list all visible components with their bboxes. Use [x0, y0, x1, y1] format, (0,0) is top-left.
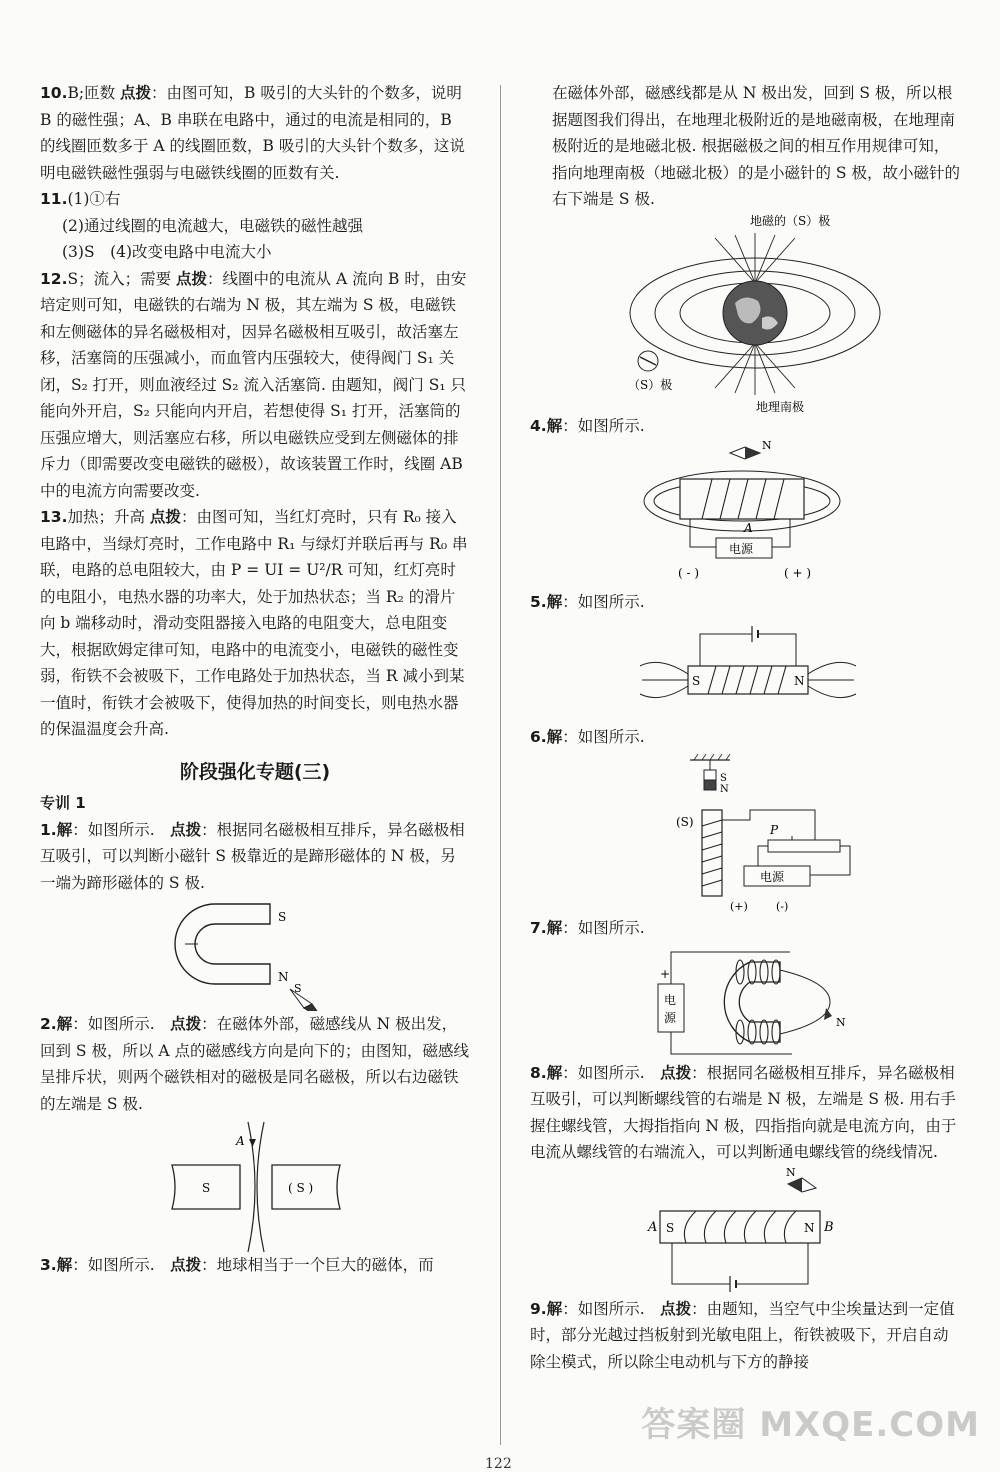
figure-solenoid-4 [530, 439, 960, 589]
point-a-label: A [236, 1134, 245, 1148]
special-answer-5: 5.解：如图所示. [530, 593, 645, 611]
fig8-s-label: S [666, 1220, 675, 1235]
figure-horseshoe-magnet [40, 896, 470, 1011]
answer-11: 11.(1)①右 (2)通过线圈的电流越大，电磁铁的磁性越强 (3)S (4)改变电路中电流大小 [40, 190, 363, 261]
section-title: 阶段强化专题(三) [179, 760, 331, 783]
answer-10: 10.B;匝数 点拨：由图可知，B 吸引的大头针的个数多，说明 B 的磁性强；A、B 串联在电路中，通过的电流是相同的，B 的线圈匝数多于 A 的线圈匝数，B 吸引的大头针个数多，这说明电磁铁磁性强弱与电磁铁线圈的匝数有关. [40, 84, 465, 182]
special-answer-8: 8.解：如图所示. 点拨：根据同名磁极相互排斥，异名磁极相互吸引，可以判断螺线管的右端是 N 极，左端是 S 极. 用右手握住螺线管，大拇指指向 N 极，四指指向就是电流方向，由于电流从螺线管的右端流入，可以判断通电螺线管的绕线情况. [530, 1063, 957, 1161]
answer-13: 13.加热；升高 点拨：由图可知，当红灯亮时，只有 R₀ 接入电路中，当绿灯亮时，工作电路中 R₁ 与绿灯并联后再与 R₀ 串联，电路的总电阻较大，由 P = UI = U²/R 可知，红灯亮时的电阻小，电热水器的功率大，处于加热状态；当 R₂ 的滑片向 b 端移动时，滑动变阻器接入电路的电阻变大，总电阻变大，根据欧姆定律可知，电路中的电流变小，电磁铁的磁性变弱，衔铁不会被吸下，工作电路处于加热状态，当 R 减小到某一值时，衔铁才会被吸下，使得加热的时间变长，则电热水器的保温温度会升高. [40, 508, 468, 738]
earth-field-diagram [530, 213, 960, 413]
special-answer-6: 6.解：如图所示. [530, 727, 645, 746]
fig4-plus-label: ( + ) [784, 566, 812, 580]
fig6-needle-n: N [720, 784, 729, 795]
fig6-p-label: P [770, 823, 779, 837]
fig4-power-label: 电源 [729, 542, 754, 556]
special-answer-1: 1.解：如图所示. 点拨：根据同名磁极相互排斥，异名磁极相互吸引，可以判断小磁针 S 极靠近的是蹄形磁体的 N 极，另一端为蹄形磁体的 S 极. [40, 820, 465, 892]
magnet-n-label: N [278, 970, 289, 984]
geomagnetic-s-label: 地磁的（S）极 [750, 213, 831, 228]
fig5-s-label: S [692, 673, 701, 688]
special-answer-4: 4.解：如图所示. [530, 416, 645, 435]
fig7-power-char-2: 源 [664, 1010, 677, 1025]
fig7-needle-n: N [836, 1015, 846, 1029]
watermark-logo: 答案圈 MXQE.COM [641, 1405, 980, 1445]
figure-two-magnets [40, 1117, 470, 1252]
fig8-needle-n: N [786, 1165, 796, 1179]
fig7-plus-label: + [660, 966, 671, 981]
two-magnets-diagram [40, 1117, 470, 1252]
needle-s-label: S [294, 982, 302, 995]
column-divider [500, 85, 501, 1445]
figure-solenoid-8 [530, 1166, 960, 1296]
special-answer-2: 2.解：如图所示. 点拨：在磁体外部，磁感线从 N 极出发，回到 S 极，所以 A 点的磁感线方向是向下的；由图知，磁感线呈排斥状，则两个磁铁相对的磁极是同名磁极，所以右边磁铁的左端是 S 极. [40, 1015, 470, 1113]
geo-south-pole-label: 地理南极 [756, 399, 805, 413]
fig7-power-char-1: 电 [664, 992, 677, 1007]
fig4-minus-label: ( - ) [678, 566, 700, 580]
figure-earth-magnetic-field [530, 213, 960, 413]
fig6-minus-label: (-) [776, 900, 789, 913]
fig5-n-label: N [794, 673, 805, 688]
fig8-a-label: A [648, 1219, 658, 1235]
fig8-b-label: B [824, 1219, 834, 1235]
fig4-needle-n: N [762, 439, 772, 452]
right-column [530, 80, 960, 1375]
answer-3-continued: 在磁体外部，磁感线都是从 N 极出发，回到 S 极，所以根据题图我们得出，在地理北极附近的是地磁南极，在地理南极附近的是地磁北极. 根据磁极之间的相互作用规律可知，指向地理南极（地磁北极）的是小磁针的 S 极，故小磁针的右下端是 S 极. [552, 84, 960, 208]
fig8-n-label: N [804, 1220, 815, 1235]
solenoid-5-diagram [530, 616, 960, 724]
special-training-label: 专训 1 [40, 793, 86, 812]
fig6-plus-label: (+) [730, 900, 748, 913]
answer-12: 12.S；流入；需要 点拨：线圈中的电流从 A 流向 B 时，由安培定则可知，电磁铁的右端为 N 极，其左端为 S 极，电磁铁和左侧磁体的异名磁极相对，因异名磁极相互吸引，故活塞左移，活塞筒的压强减小，而血管内压强较大，使得阀门 S₁ 关闭，S₂ 打开，则血液经过 S₂ 流入活塞筒. 由题知，阀门 S₁ 只能向外开启，S₂ 只能向内开启，若想使得 S₁ 打开，活塞筒的压强应增大，则活塞应右移，所以电磁铁应受到左侧磁体的排斥力（即需要改变电磁铁的磁极），故该装置工作时，线圈 AB 中的电流方向需要改变. [40, 269, 467, 500]
solenoid-8-diagram [530, 1166, 960, 1296]
fig6-s-pole-label: (S) [676, 815, 694, 829]
left-column [40, 80, 470, 1279]
figure-solenoid-6 [530, 750, 960, 915]
page-number: 122 [485, 1456, 512, 1472]
figure-horseshoe-electromagnet [530, 942, 960, 1060]
left-magnet-s: S [202, 1181, 211, 1195]
fig6-power-label: 电源 [760, 870, 785, 884]
needle-s-pole-label: （S）极 [628, 377, 673, 392]
right-magnet-s: ( S ) [288, 1181, 314, 1195]
special-answer-7: 7.解：如图所示. [530, 919, 645, 937]
horseshoe-magnet-diagram [40, 896, 470, 1011]
solenoid-4-diagram [530, 439, 960, 589]
special-answer-3: 3.解：如图所示. 点拨：地球相当于一个巨大的磁体，而 [40, 1256, 434, 1274]
special-answer-9: 9.解：如图所示. 点拨：由题知，当空气中尘埃量达到一定值时，部分光越过挡板射到光敏电阻上，衔铁被吸下，开启自动除尘模式，所以除尘电动机与下方的静接 [530, 1299, 955, 1371]
solenoid-6-diagram [530, 750, 960, 915]
magnet-s-label: S [278, 910, 287, 924]
fig4-a-label: A [744, 521, 753, 535]
fig6-needle-s: S [720, 773, 727, 784]
figure-solenoid-5 [530, 616, 960, 724]
horseshoe-electromagnet-diagram [530, 942, 960, 1060]
